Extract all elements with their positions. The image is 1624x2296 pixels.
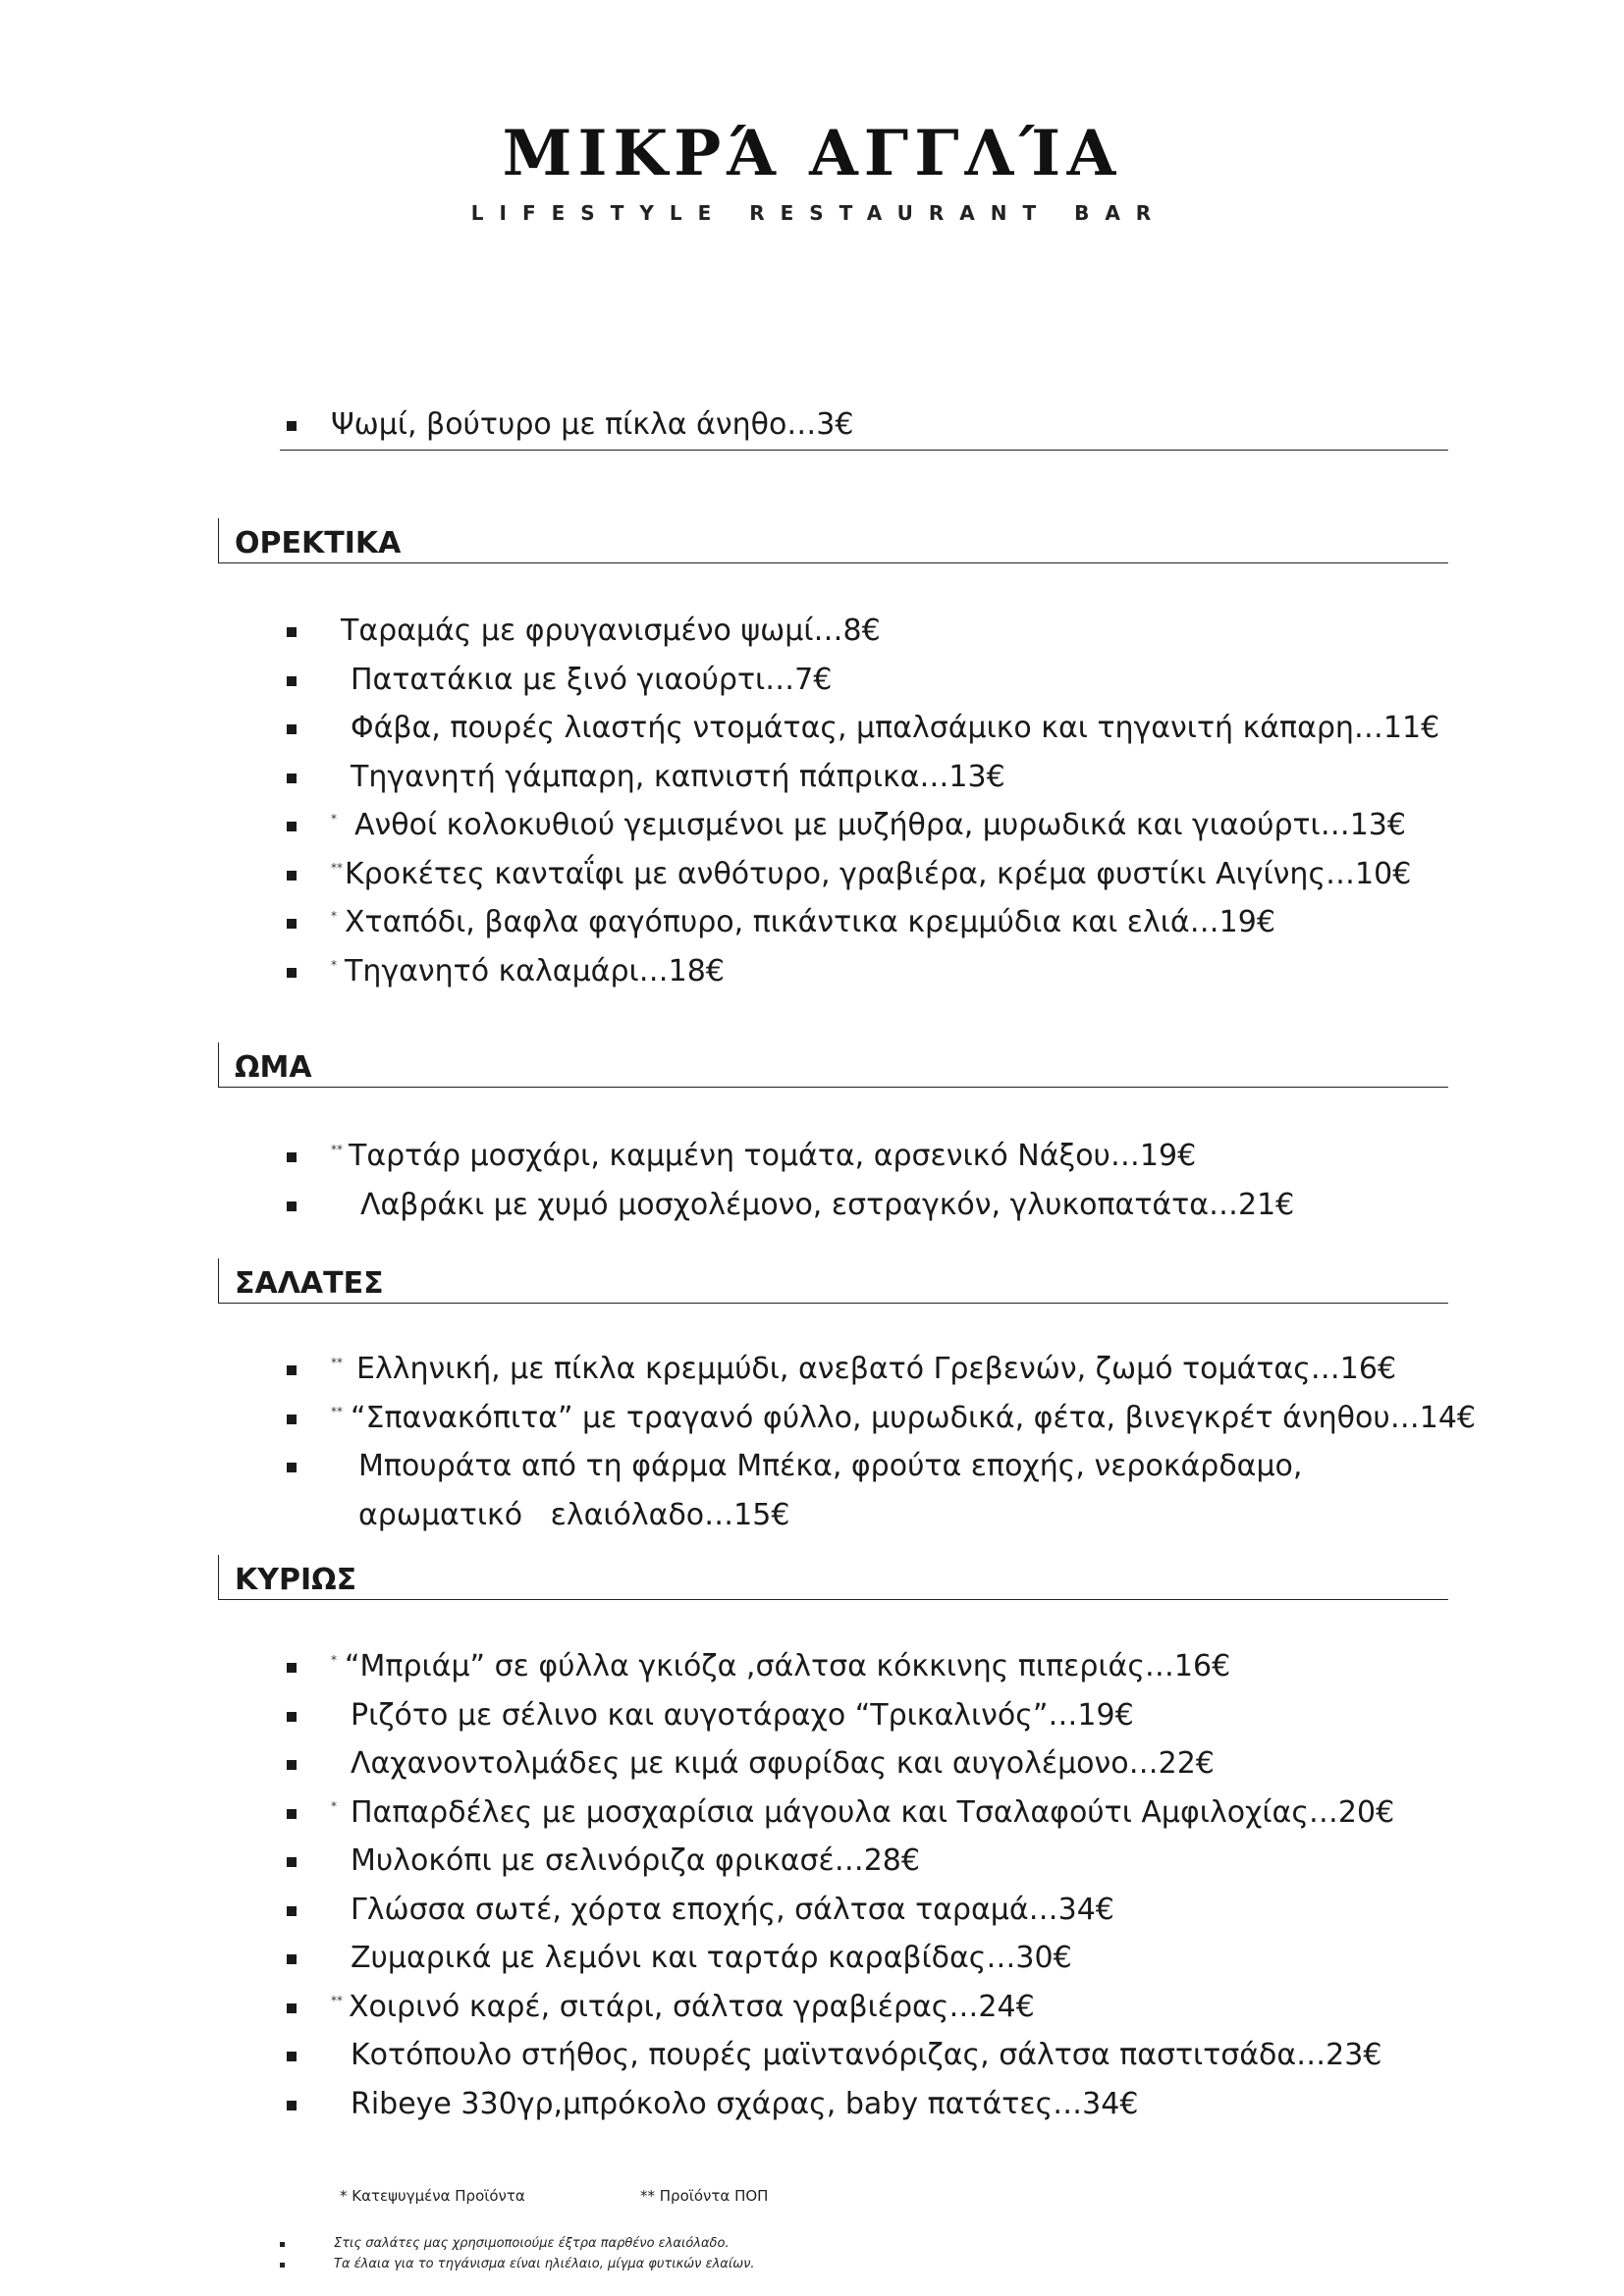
menu-item-text: “Σπανακόπιτα” με τραγανό φύλλο, μυρωδικά, φέτα, βινεγκρέτ άνηθου…14€	[351, 1400, 1477, 1435]
bullet-icon	[287, 676, 297, 686]
menu-item-text: Τηγανητό καλαμάρι…18€	[345, 953, 725, 988]
menu-item	[280, 614, 1458, 663]
bullet-icon	[287, 871, 297, 881]
frozen-mark: *	[331, 957, 337, 972]
menu-item-text: αρωματικό ελαιόλαδο…15€	[358, 1497, 790, 1532]
frozen-mark: *	[331, 1798, 337, 1813]
menu-item-text: Ριζότο με σέλινο και αυγοτάραχο “Τρικαλινός”…19€	[351, 1697, 1134, 1733]
menu-item	[280, 711, 1458, 760]
menu-item-text: Χταπόδι, βαφλα φαγόπυρο, πικάντικα κρεμμύδια και ελιά…19€	[345, 905, 1275, 939]
menu-item	[280, 1352, 1458, 1401]
bullet-icon	[287, 627, 297, 637]
frozen-mark: *	[331, 1653, 337, 1667]
bullet-icon	[287, 1152, 297, 1162]
bullet-icon	[287, 1663, 297, 1673]
menu-item	[280, 760, 1458, 809]
pdo-mark: **	[331, 1143, 343, 1156]
menu-item-text: Πατατάκια με ξινό γιαούρτι…7€	[351, 662, 833, 697]
menu-item-text: Κοτόπουλο στήθος, πουρές μαϊντανόριζας, σάλτσα παστιτσάδα…23€	[351, 2038, 1382, 2072]
frozen-mark: *	[331, 909, 337, 923]
bullet-icon	[287, 1906, 297, 1916]
menu-item	[280, 1795, 1458, 1844]
pdo-mark: **	[331, 1993, 343, 2007]
menu-item	[280, 1843, 1458, 1893]
bullet-icon	[280, 2242, 285, 2247]
menu-item-text: Γλώσσα σωτέ, χόρτα εποχής, σάλτσα ταραμά…34€	[351, 1892, 1114, 1927]
menu-item-text: Ταραμάς με φρυγανισμένο ψωμί…8€	[341, 614, 881, 648]
menu-item-text: Μυλοκόπι με σελινόριζα φρικασέ…28€	[351, 1843, 920, 1878]
menu-item-text: “Μπριάμ” σε φύλλα γκιόζα ,σάλτσα κόκκινης πιπεριάς…16€	[345, 1649, 1231, 1683]
menu-item-text: Ψωμί, βούτυρο με πίκλα άνηθο…3€	[331, 407, 854, 442]
raw-list	[280, 1139, 1458, 1236]
menu-item	[280, 954, 1458, 1003]
menu-item	[280, 1698, 1458, 1747]
menu-item	[280, 1990, 1458, 2039]
menu-item	[280, 857, 1458, 906]
salads-list	[280, 1352, 1477, 1546]
bullet-icon	[287, 1712, 297, 1722]
menu-item	[280, 1139, 1458, 1188]
bullet-icon	[287, 1201, 297, 1211]
legend-pdo: ** Προϊόντα ΠΟΠ	[640, 2187, 769, 2205]
menu-item	[280, 1941, 1458, 1990]
menu-item-text: Ελληνική, με πίκλα κρεμμύδι, ανεβατό Γρεβενών, ζωμό τομάτας…16€	[356, 1352, 1397, 1386]
menu-item-text: Παπαρδέλες με μοσχαρίσια μάγουλα και Τσαλαφούτι Αμφιλοχίας…20€	[351, 1794, 1395, 1830]
frozen-mark: *	[331, 812, 337, 826]
restaurant-logo	[0, 117, 1624, 225]
menu-item	[280, 2038, 1458, 2087]
divider	[280, 450, 1448, 451]
pdo-mark: **	[331, 1404, 343, 1418]
section-title: ΣΑΛΑΤΕΣ	[235, 1266, 384, 1301]
menu-item-text: Κροκέτες κανταΐφι με ανθότυρο, γραβιέρα, κρέμα φυστίκι Αιγίνης…10€	[345, 856, 1412, 891]
menu-item-text: Λαβράκι με χυμό μοσχολέμονο, εστραγκόν, γλυκοπατάτα…21€	[360, 1187, 1295, 1222]
bullet-icon	[287, 822, 297, 831]
section-header-mains	[218, 1555, 1448, 1600]
menu-item	[280, 1746, 1458, 1795]
menu-item	[280, 2087, 1458, 2136]
menu-item	[280, 1893, 1458, 1942]
menu-item	[280, 905, 1458, 954]
logo-title: ΜΙΚΡΆ ΑΓΓΛΊΑ	[502, 117, 1122, 190]
menu-item-text: Λαχανοντολμάδες με κιμά σφυρίδας και αυγολέμονο…22€	[351, 1746, 1215, 1781]
bullet-icon	[287, 968, 297, 978]
section-header-appetizers	[218, 518, 1448, 563]
appetizers-list	[280, 614, 1458, 1002]
pdo-mark: **	[331, 1356, 343, 1369]
menu-item-continuation	[280, 1498, 1458, 1547]
mains-list	[280, 1649, 1458, 2135]
bullet-icon	[287, 421, 297, 431]
bullet-icon	[287, 1809, 297, 1819]
menu-item	[280, 1188, 1458, 1237]
pdo-mark: **	[331, 860, 343, 875]
menu-item-text: Μπουράτα από τη φάρμα Μπέκα, φρούτα εποχής, νεροκάρδαμο,	[358, 1449, 1303, 1483]
bullet-icon	[287, 2052, 297, 2061]
menu-item-text: Ταρτάρ μοσχάρι, καμμένη τομάτα, αρσενικό Νάξου…19€	[349, 1139, 1197, 1173]
footnote-text: Στις σαλάτες μας χρησιμοποιούμε έξτρα παρθένο ελαιόλαδο.	[334, 2236, 730, 2251]
menu-item-text: Ribeye 330γρ,μπρόκολο σχάρας, baby πατάτες…34€	[351, 2086, 1139, 2121]
section-title: ΩΜΑ	[235, 1050, 312, 1085]
menu-item	[280, 1449, 1458, 1498]
menu-item	[280, 1400, 1477, 1450]
logo-subtitle: LIFESTYLE RESTAURANT BAR	[470, 201, 1167, 225]
menu-item-text: Φάβα, πουρές λιαστής ντομάτας, μπαλσάμικο και τηγανιτή κάπαρη…11€	[351, 711, 1440, 745]
bullet-icon	[280, 2263, 285, 2268]
bullet-icon	[287, 1760, 297, 1770]
bullet-icon	[287, 2003, 297, 2013]
bullet-icon	[287, 724, 297, 734]
bullet-icon	[287, 1954, 297, 1964]
menu-item-text: Χοιρινό καρέ, σιτάρι, σάλτσα γραβιέρας…24€	[349, 1989, 1035, 2024]
bullet-icon	[287, 774, 297, 783]
menu-item	[280, 1649, 1458, 1698]
section-title: ΟΡΕΚΤΙΚΑ	[235, 526, 402, 561]
footnote-text: Τα έλαια για το τηγάνισμα είναι ηλιέλαιο, μίγμα φυτικών ελαίων.	[334, 2257, 755, 2271]
bullet-icon	[287, 1365, 297, 1375]
menu-item-text: Ζυμαρικά με λεμόνι και ταρτάρ καραβίδας…30€	[351, 1941, 1072, 1975]
legend-frozen: * Κατεψυγμένα Προϊόντα	[340, 2187, 525, 2205]
bullet-icon	[287, 1857, 297, 1867]
section-header-raw	[218, 1042, 1448, 1088]
bullet-icon	[287, 919, 297, 929]
section-header-salads	[218, 1258, 1448, 1304]
bullet-icon	[287, 1415, 297, 1424]
menu-item	[280, 663, 1458, 712]
menu-item-text: Ανθοί κολοκυθιού γεμισμένοι με μυζήθρα, μυρωδικά και γιαούρτι…13€	[354, 808, 1406, 842]
bullet-icon	[287, 1463, 297, 1472]
menu-item-text: Τηγανητή γάμπαρη, καπνιστή πάπρικα…13€	[351, 759, 1005, 794]
bullet-icon	[287, 2101, 297, 2110]
menu-item	[280, 808, 1458, 857]
section-title: ΚΥΡΙΩΣ	[235, 1563, 357, 1597]
